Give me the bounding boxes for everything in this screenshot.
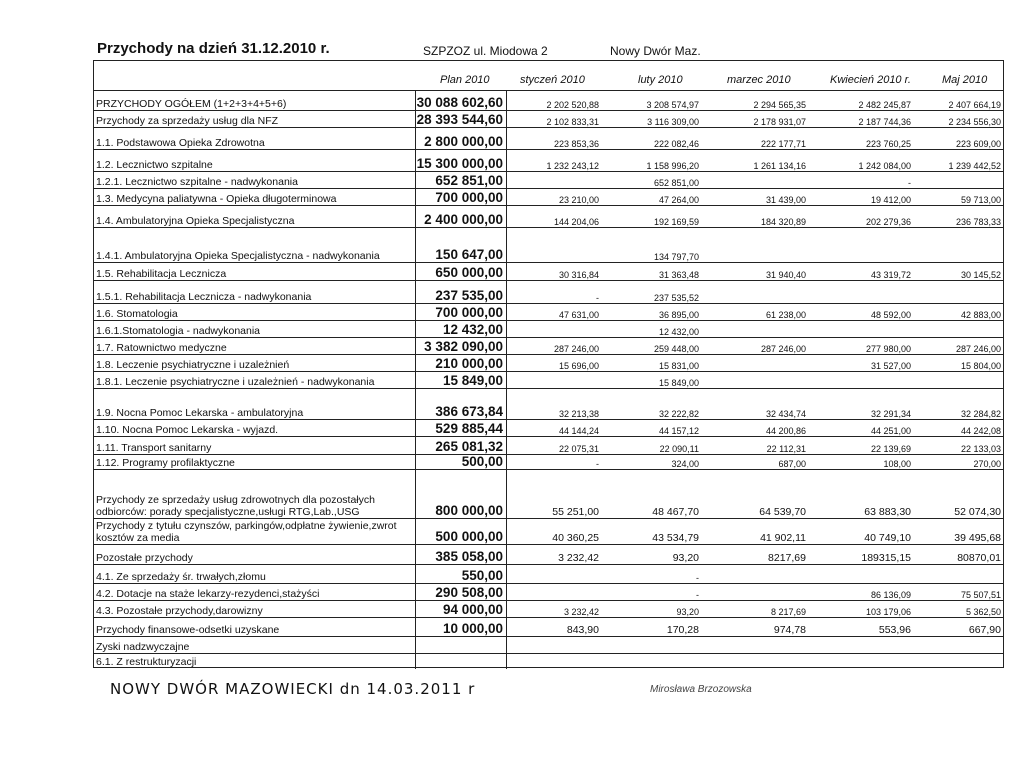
month-value: 8217,69 — [768, 552, 806, 564]
month-value: 86 136,09 — [870, 590, 911, 600]
table-row — [93, 90, 1004, 111]
month-value — [809, 228, 914, 263]
month-value: 43 319,72 — [870, 270, 911, 280]
table-row — [93, 518, 1004, 545]
month-value: 236 783,33 — [955, 217, 1001, 227]
month-value: 223 609,00 — [955, 139, 1001, 149]
table-row — [93, 469, 1004, 519]
month-value: 22 112,31 — [766, 444, 806, 454]
month-value: 31 363,48 — [658, 270, 699, 280]
month-value: 31 527,00 — [870, 361, 911, 371]
month-value: - — [696, 573, 699, 583]
row-label: 1.11. Transport sanitarny — [96, 442, 212, 454]
table-row — [93, 337, 1004, 355]
month-value — [702, 654, 809, 669]
month-value: 667,90 — [968, 624, 1001, 636]
row-label: 1.4. Ambulatoryjna Opieka Specjalistyczna — [96, 215, 295, 227]
month-value: 48 467,70 — [652, 506, 699, 518]
month-value: 222 177,71 — [760, 139, 806, 149]
month-value: 3 232,42 — [558, 552, 599, 564]
month-value — [602, 654, 702, 669]
table-row — [93, 188, 1004, 206]
month-value: 223 760,25 — [865, 139, 911, 149]
plan-value: 30 088 602,60 — [415, 91, 507, 111]
month-value: 52 074,30 — [954, 506, 1001, 518]
month-value: 64 539,70 — [759, 506, 806, 518]
row-label: 1.12. Programy profilaktyczne — [96, 457, 235, 469]
month-value: 39 495,68 — [954, 532, 1001, 544]
month-value: 192 169,59 — [653, 217, 699, 227]
month-value: - — [696, 590, 699, 600]
month-value: 287 246,00 — [760, 344, 806, 354]
month-value: 31 940,40 — [765, 270, 806, 280]
month-value — [809, 565, 914, 584]
table-row — [93, 388, 1004, 420]
month-value: 15 696,00 — [558, 361, 599, 371]
table-row — [93, 280, 1004, 304]
month-value: 1 158 996,20 — [646, 161, 699, 171]
month-value: 103 179,06 — [865, 607, 911, 617]
plan-value: 385 058,00 — [415, 545, 507, 565]
month-value — [602, 637, 702, 654]
row-label: Przychody ze sprzedaży usług zdrowotnych dla pozostałych odbiorców: porady specjalistyczne,usługi RTG,Lab.,USG — [96, 494, 375, 518]
table-row — [93, 583, 1004, 601]
month-value: 22 139,69 — [870, 444, 911, 454]
month-value — [702, 372, 809, 389]
plan-value: 15 849,00 — [415, 372, 507, 389]
row-label: Przychody za sprzedaży usług dla NFZ — [96, 115, 279, 127]
row-label: 1.5.1. Rehabilitacja Lecznicza - nadwykonania — [96, 291, 312, 303]
month-value: 36 895,00 — [658, 310, 699, 320]
month-value: - — [596, 459, 599, 469]
row-label: Pozostałe przychody — [96, 552, 193, 564]
column-header-apr: Kwiecień 2010 r. — [830, 74, 911, 86]
table-row — [93, 564, 1004, 584]
month-value — [507, 637, 602, 654]
row-label: 1.9. Nocna Pomoc Lekarska - ambulatoryjna — [96, 407, 304, 419]
month-value: 270,00 — [973, 459, 1001, 469]
table-row — [93, 354, 1004, 372]
month-value: 974,78 — [773, 624, 806, 636]
month-value — [702, 281, 809, 304]
month-value — [914, 172, 1004, 189]
month-value — [809, 654, 914, 669]
month-value: 59 713,00 — [960, 195, 1001, 205]
month-value: 75 507,51 — [960, 590, 1001, 600]
table-row — [93, 303, 1004, 321]
month-value: 1 261 134,16 — [753, 161, 806, 171]
row-label: 1.8. Leczenie psychiatryczne i uzależnień — [96, 359, 290, 371]
month-value: 553,96 — [878, 624, 911, 636]
plan-value: 10 000,00 — [415, 618, 507, 637]
month-value: 32 291,34 — [870, 409, 911, 419]
month-value: 652 851,00 — [653, 178, 699, 188]
month-value — [914, 637, 1004, 654]
month-value: 144 204,06 — [553, 217, 599, 227]
plan-value: 290 508,00 — [415, 584, 507, 601]
month-value — [507, 372, 602, 389]
month-value: 44 144,24 — [558, 426, 599, 436]
month-value: 2 407 664,19 — [948, 100, 1001, 110]
row-label: 1.7. Ratownictwo medyczne — [96, 342, 227, 354]
month-value: 19 412,00 — [870, 195, 911, 205]
month-value: 40 360,25 — [552, 532, 599, 544]
month-value: 1 239 442,52 — [948, 161, 1001, 171]
row-label: 1.2.1. Lecznictwo szpitalne - nadwykonania — [96, 176, 298, 188]
month-value: 15 849,00 — [658, 378, 699, 388]
page-title: Przychody na dzień 31.12.2010 r. — [97, 40, 330, 57]
plan-value: 237 535,00 — [415, 281, 507, 304]
month-value — [702, 355, 809, 372]
month-value — [702, 565, 809, 584]
plan-value: 265 081,32 — [415, 437, 507, 455]
month-value: 22 133,03 — [960, 444, 1001, 454]
month-value — [507, 565, 602, 584]
month-value: 108,00 — [883, 459, 911, 469]
month-value: 93,20 — [676, 607, 699, 617]
month-value: 15 804,00 — [960, 361, 1001, 371]
month-value: - — [908, 178, 911, 188]
month-value: 2 178 931,07 — [753, 117, 806, 127]
row-label: 1.6. Stomatologia — [96, 308, 178, 320]
month-value: 277 980,00 — [865, 344, 911, 354]
month-value: 30 316,84 — [558, 270, 599, 280]
table-row — [93, 617, 1004, 637]
plan-value: 650 000,00 — [415, 263, 507, 281]
month-value: 223 853,36 — [553, 139, 599, 149]
month-value: 324,00 — [671, 459, 699, 469]
row-label: 1.10. Nocna Pomoc Lekarska - wyjazd. — [96, 424, 279, 436]
row-label: Przychody finansowe-odsetki uzyskane — [96, 624, 280, 636]
month-value — [702, 584, 809, 601]
month-value: 3 208 574,97 — [646, 100, 699, 110]
month-value: 32 284,82 — [960, 409, 1001, 419]
table-row — [93, 171, 1004, 189]
month-value: 237 535,52 — [653, 293, 699, 303]
table-row — [93, 600, 1004, 618]
row-label: 1.2. Lecznictwo szpitalne — [96, 159, 213, 171]
table-row — [93, 419, 1004, 437]
month-value: 2 294 565,35 — [753, 100, 806, 110]
row-label: 4.3. Pozostałe przychody,darowizny — [96, 605, 263, 617]
month-value — [507, 584, 602, 601]
month-value: 43 534,79 — [652, 532, 699, 544]
table-row — [93, 205, 1004, 228]
month-value: 222 082,46 — [653, 139, 699, 149]
month-value: 12 432,00 — [658, 327, 699, 337]
column-header-jan: styczeń 2010 — [520, 74, 585, 86]
month-value: - — [596, 293, 599, 303]
table-row — [93, 544, 1004, 565]
month-value: 22 075,31 — [558, 444, 599, 454]
month-value: 2 202 520,88 — [546, 100, 599, 110]
month-value: 3 232,42 — [563, 607, 599, 617]
plan-value: 800 000,00 — [415, 470, 507, 519]
month-value: 47 631,00 — [558, 310, 599, 320]
month-value — [914, 321, 1004, 338]
month-value — [809, 372, 914, 389]
table-row — [93, 110, 1004, 128]
month-value — [507, 228, 602, 263]
month-value: 189315,15 — [861, 552, 911, 564]
month-value: 8 217,69 — [770, 607, 806, 617]
month-value: 47 264,00 — [658, 195, 699, 205]
month-value: 22 090,11 — [659, 444, 699, 454]
month-value — [914, 228, 1004, 263]
month-value — [702, 228, 809, 263]
column-header-mar: marzec 2010 — [727, 74, 791, 86]
month-value — [809, 321, 914, 338]
plan-value: 652 851,00 — [415, 172, 507, 189]
month-value: 843,90 — [566, 624, 599, 636]
month-value: 2 234 556,30 — [948, 117, 1001, 127]
month-value: 184 320,89 — [760, 217, 806, 227]
month-value: 41 902,11 — [760, 532, 806, 544]
row-label: 1.6.1.Stomatologia - nadwykonania — [96, 325, 261, 337]
month-value: 40 749,10 — [864, 532, 911, 544]
plan-value: 28 393 544,60 — [415, 111, 507, 128]
signature: Mirosława Brzozowska — [650, 684, 752, 695]
plan-value: 210 000,00 — [415, 355, 507, 372]
month-value: 2 102 833,31 — [546, 117, 599, 127]
month-value: 134 797,70 — [653, 252, 699, 262]
month-value: 32 222,82 — [658, 409, 699, 419]
month-value: 93,20 — [672, 552, 699, 564]
month-value: 287 246,00 — [955, 344, 1001, 354]
row-label: 1.3. Medycyna paliatywna - Opieka długoterminowa — [96, 193, 337, 205]
month-value — [914, 281, 1004, 304]
month-value: 2 482 245,87 — [858, 100, 911, 110]
plan-value — [415, 654, 507, 669]
column-header-feb: luty 2010 — [638, 74, 683, 86]
month-value: 1 232 243,12 — [546, 161, 599, 171]
row-label: Przychody z tytułu czynszów, parkingów,odpłatne żywienie,zwrot kosztów za media — [96, 520, 397, 544]
month-value — [507, 172, 602, 189]
plan-value: 15 300 000,00 — [415, 150, 507, 172]
plan-value: 2 400 000,00 — [415, 206, 507, 228]
month-value: 31 439,00 — [765, 195, 806, 205]
month-value: 80870,01 — [957, 552, 1001, 564]
month-value: 32 213,38 — [558, 409, 599, 419]
month-value — [914, 565, 1004, 584]
month-value: 23 210,00 — [558, 195, 599, 205]
month-value — [702, 637, 809, 654]
table-row — [93, 653, 1004, 669]
month-value: 44 200,86 — [765, 426, 806, 436]
table-row — [93, 320, 1004, 338]
month-value — [702, 172, 809, 189]
month-value: 55 251,00 — [552, 506, 599, 518]
month-value: 2 187 744,36 — [858, 117, 911, 127]
month-value: 63 883,30 — [864, 506, 911, 518]
month-value — [809, 281, 914, 304]
month-value: 202 279,36 — [865, 217, 911, 227]
month-value: 32 434,74 — [765, 409, 806, 419]
row-label: 1.4.1. Ambulatoryjna Opieka Specjalistyczna - nadwykonania — [96, 250, 380, 262]
plan-value: 700 000,00 — [415, 304, 507, 321]
table-row — [93, 454, 1004, 470]
month-value: 287 246,00 — [553, 344, 599, 354]
plan-value: 12 432,00 — [415, 321, 507, 338]
month-value — [914, 372, 1004, 389]
plan-value: 500,00 — [415, 455, 507, 470]
table-row — [93, 262, 1004, 281]
plan-value: 386 673,84 — [415, 389, 507, 420]
month-value: 687,00 — [778, 459, 806, 469]
row-label: PRZYCHODY OGÓŁEM (1+2+3+4+5+6) — [96, 98, 287, 110]
institution-city: Nowy Dwór Maz. — [610, 44, 701, 58]
table-row — [93, 127, 1004, 150]
plan-value: 550,00 — [415, 565, 507, 584]
month-value — [914, 654, 1004, 669]
row-label: 1.5. Rehabilitacja Lecznicza — [96, 268, 227, 280]
month-value: 48 592,00 — [870, 310, 911, 320]
month-value: 30 145,52 — [960, 270, 1001, 280]
month-value: 170,28 — [666, 624, 699, 636]
row-label: 1.8.1. Leczenie psychiatryczne i uzależnień - nadwykonania — [96, 376, 375, 388]
plan-value: 3 382 090,00 — [415, 338, 507, 355]
month-value: 15 831,00 — [658, 361, 699, 371]
month-value: 1 242 084,00 — [858, 161, 911, 171]
handwritten-place-date: NOWY DWÓR MAZOWIECKI dn 14.03.2011 r — [110, 680, 476, 698]
row-label: 4.1. Ze sprzedaży śr. trwałych,złomu — [96, 571, 266, 583]
plan-value: 2 800 000,00 — [415, 128, 507, 150]
month-value — [809, 637, 914, 654]
month-value — [507, 654, 602, 669]
row-label: 6.1. Z restrukturyzacji — [96, 656, 197, 668]
row-label: 4.2. Dotacje na staże lekarzy-rezydenci,stażyści — [96, 588, 320, 600]
month-value — [702, 321, 809, 338]
month-value: 3 116 309,00 — [647, 117, 699, 127]
month-value: 44 251,00 — [870, 426, 911, 436]
month-value: 42 883,00 — [960, 310, 1001, 320]
month-value: 259 448,00 — [653, 344, 699, 354]
plan-value: 529 885,44 — [415, 420, 507, 437]
month-value: 44 242,08 — [960, 426, 1001, 436]
month-value — [507, 321, 602, 338]
plan-value: 700 000,00 — [415, 189, 507, 206]
month-value: 44 157,12 — [658, 426, 699, 436]
table-row — [93, 149, 1004, 172]
table-row — [93, 436, 1004, 455]
column-header-plan: Plan 2010 — [440, 74, 490, 86]
plan-value: 150 647,00 — [415, 228, 507, 263]
month-value: 61 238,00 — [765, 310, 806, 320]
plan-value: 94 000,00 — [415, 601, 507, 618]
table-row — [93, 636, 1004, 654]
month-value: 5 362,50 — [965, 607, 1001, 617]
row-label: 1.1. Podstawowa Opieka Zdrowotna — [96, 137, 265, 149]
table-row — [93, 371, 1004, 389]
plan-value: 500 000,00 — [415, 519, 507, 545]
table-row — [93, 227, 1004, 263]
column-header-may: Maj 2010 — [942, 74, 988, 86]
row-label: Zyski nadzwyczajne — [96, 641, 190, 653]
plan-value — [415, 637, 507, 654]
institution-address: SZPZOZ ul. Miodowa 2 — [423, 44, 548, 58]
